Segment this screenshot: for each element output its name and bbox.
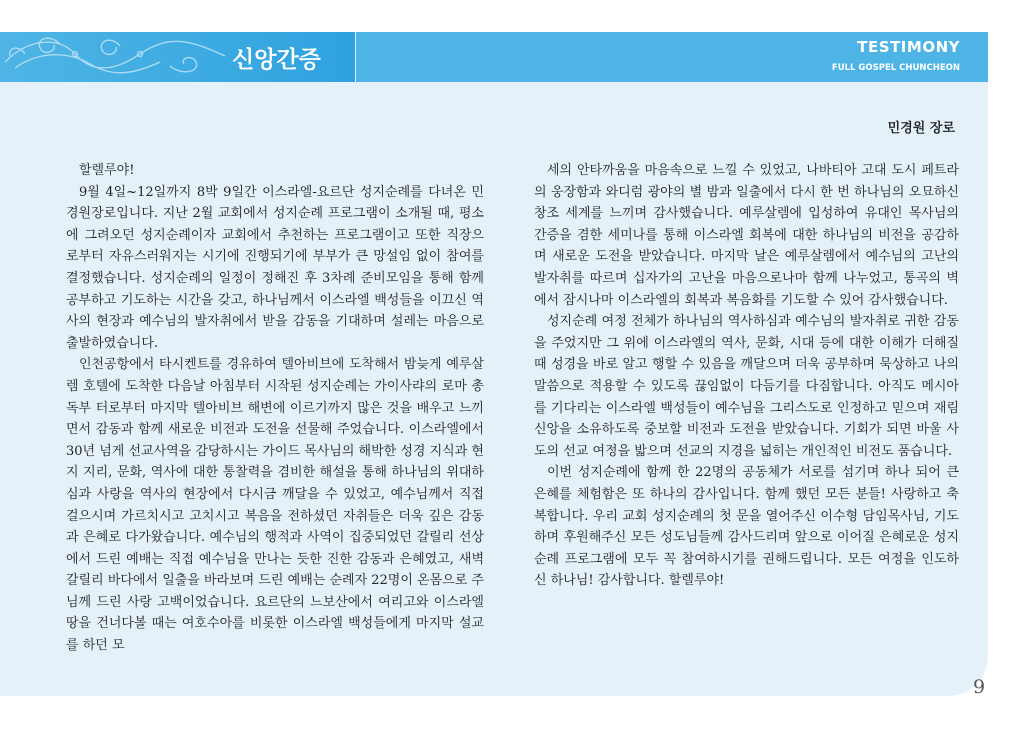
- section-title-bar: [0, 32, 355, 82]
- header-band: [356, 32, 988, 82]
- paragraph: 성지순례 여정 전체가 하나님의 역사하심과 예수님의 발자취로 귀한 감동을 주었지만 그 위에 이스라엘의 역사, 문화, 시대 등에 대한 이해가 더해질 때 성경을 바로 알고 행할 수 있음을 깨달으며 더욱 공부하며 묵상하고 나의 말씀으로 적용할 수 있도록 끊임없이 다듬기를 다짐합니다. 아직도 메시아를 기다리는 이스라엘 백성들이 예수님을 그리스도로 인정하고 믿으며 재림신앙을 소유하도록 중보할 비전과 도전을 받았습니다. 기회가 되면 바울 사도의 선교 여정을 밟으며 선교의 지경을 넓히는 개인적인 비전도 품습니다.: [534, 314, 959, 459]
- section-tag: TESTIMONY: [857, 38, 960, 56]
- flourish-ornament-icon: [0, 32, 230, 82]
- author-name: 민경원 장로: [887, 121, 955, 136]
- left-column: [66, 160, 484, 657]
- paragraph: 9월 4일~12일까지 8박 9일간 이스라엘-요르단 성지순례를 다녀온 민경원장로입니다. 지난 2월 교회에서 성지순례 프로그램이 소개될 때, 평소에 그려오던 성지순례이자 교회에서 추천하는 프로그램이고 또한 직장으로부터 자유스러워지는 시기에 진행되기에 부부가 큰 망설임 없이 참여를 결정했습니다. 성지순례의 일정이 정해진 후 3차례 준비모임을 통해 함께 공부하고 기도하는 시간을 갖고, 하나님께서 이스라엘 백성들을 이끄신 역사의 현장과 예수님의 발자취에서 받을 감동을 기대하며 설레는 마음으로 출발하였습니다.: [66, 184, 484, 351]
- page-number: 9: [973, 676, 986, 698]
- church-name: FULL GOSPEL CHUNCHEON: [831, 63, 960, 73]
- section-title: 신앙간증: [232, 47, 321, 73]
- right-column: [534, 160, 959, 592]
- paragraph: 세의 안타까움을 마음속으로 느낄 수 있었고, 나바티아 고대 도시 페트라의 웅장함과 와디럼 광야의 별 밤과 일출에서 다시 한 번 하나님의 오묘하신 창조 세계를 느끼며 감사했습니다. 예루살렘에 입성하여 유대인 목사님의 간증을 겸한 세미나를 통해 이스라엘 회복에 대한 하나님의 비전을 공감하며 새로운 도전을 받았습니다. 마지막 날은 예루살렘에서 예수님의 고난의 발자취를 따르며 십자가의 고난을 마음으로나마 함께 나누었고, 통곡의 벽에서 잠시나마 이스라엘의 회복과 복음화를 기도할 수 있어 감사했습니다.: [534, 163, 959, 308]
- paragraph: 인천공항에서 타시켄트를 경유하여 텔아비브에 도착해서 밤늦게 예루살렘 호텔에 도착한 다음날 아침부터 시작된 성지순례는 가이사랴의 로마 총독부 터로부터 마지막 텔아비브 해변에 이르기까지 많은 것을 배우고 느끼면서 감동과 함께 새로운 비전과 도전을 선물해 주었습니다. 이스라엘에서 30년 넘게 선교사역을 감당하시는 가이드 목사님의 해박한 성경 지식과 현지 지리, 문화, 역사에 대한 통찰력을 겸비한 해설을 통해 하나님의 위대하심과 사랑을 역사의 현장에서 다시금 깨달을 수 있었고, 예수님께서 직접 걸으시며 가르치시고 고치시고 복음을 전하셨던 자취들은 더욱 깊은 감동과 은혜로 다가왔습니다. 예수님의 행적과 사역이 집중되었던 갈릴리 선상에서 드린 예배는 직접 예수님을 만나는 듯한 진한 감동과 은혜였고, 새벽 갈릴리 바다에서 일출을 바라보며 드린 예배는 순례자 22명이 온몸으로 주님께 드린 사랑 고백이었습니다. 요르단의 느보산에서 여리고와 이스라엘 땅을 건너다볼 때는 여호수아를 비롯한 이스라엘 백성들에게 마지막 설교를 하던 모: [66, 357, 484, 654]
- paragraph: 이번 성지순례에 함께 한 22명의 공동체가 서로를 섬기며 하나 되어 큰 은혜를 체험함은 또 하나의 감사입니다. 함께 했던 모든 분들! 사랑하고 축복합니다. 우리 교회 성지순례의 첫 문을 열어주신 이수형 담임목사님, 기도하며 후원해주신 모든 성도님들께 감사드리며 앞으로 이어질 은혜로운 성지순례 프로그램에 모두 꼭 참여하시기를 권해드립니다. 모든 여정을 인도하신 하나님! 감사합니다. 할렐루야!: [534, 465, 959, 589]
- paragraph: 할렐루야!: [79, 163, 135, 178]
